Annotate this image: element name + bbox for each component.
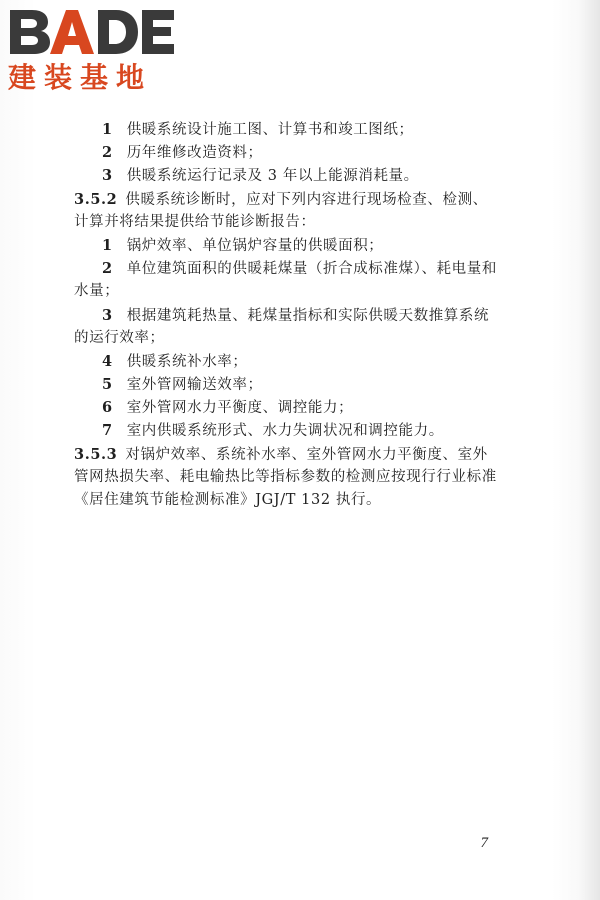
item-number: 3 xyxy=(102,306,113,324)
page-edge-shadow xyxy=(578,0,600,900)
list-item xyxy=(74,396,504,419)
clause-line xyxy=(74,443,504,466)
paragraph-text: 对锅炉效率、系统补水率、室外管网水力平衡度、室外 xyxy=(125,446,488,463)
paragraph-text: 根据建筑耗热量、耗煤量指标和实际供暖天数推算系统 xyxy=(126,307,490,324)
continuation-line xyxy=(74,489,504,512)
continuation-line xyxy=(74,280,504,303)
continuation-line xyxy=(74,327,504,350)
item-number: 2 xyxy=(102,144,113,162)
list-item xyxy=(74,118,504,141)
paragraph-text: 室外管网输送效率； xyxy=(126,377,263,394)
item-number: 6 xyxy=(102,399,113,417)
paragraph-text: 锅炉效率、单位锅炉容量的供暖面积； xyxy=(126,237,384,254)
page-number: 7 xyxy=(480,835,488,851)
clause-line xyxy=(74,188,504,211)
item-number: 5 xyxy=(102,376,113,394)
paragraph-text: 供暖系统设计施工图、计算书和竣工图纸； xyxy=(126,122,414,138)
item-number: 4 xyxy=(102,352,113,370)
continuation-line xyxy=(74,466,504,489)
paragraph-text: 室内供暖系统形式、水力失调状况和调控能力。 xyxy=(126,423,444,440)
document-body xyxy=(74,118,504,512)
continuation-line xyxy=(74,211,504,234)
list-item xyxy=(74,234,504,257)
paragraph-text: 供暖系统运行记录及 3 年以上能源消耗量。 xyxy=(126,168,419,185)
clause-number: 3.5.2 xyxy=(74,190,118,208)
list-item xyxy=(74,141,504,164)
paragraph-text: 《居住建筑节能检测标准》JGJ/T 132 执行。 xyxy=(74,492,382,508)
item-number: 2 xyxy=(102,260,113,278)
paragraph-text: 供暖系统诊断时，应对下列内容进行现场检查、检测、 xyxy=(125,191,488,208)
clause-number: 3.5.3 xyxy=(74,445,118,463)
bade-logo-icon xyxy=(6,4,176,60)
item-number: 1 xyxy=(102,121,113,138)
item-number: 1 xyxy=(102,236,113,254)
paragraph-text: 计算并将结果提供给节能诊断报告： xyxy=(74,213,316,230)
list-item xyxy=(74,373,504,396)
list-item xyxy=(74,164,504,187)
paragraph-text: 室外管网水力平衡度、调控能力； xyxy=(126,400,354,417)
paragraph-text: 单位建筑面积的供暖耗煤量（折合成标准煤）、耗电量和 xyxy=(126,261,497,278)
paragraph-text: 水量； xyxy=(74,283,120,300)
list-item xyxy=(74,419,504,442)
paragraph-text: 管网热损失率、耗电输热比等指标参数的检测应按现行行业标准 xyxy=(74,468,497,485)
list-item xyxy=(74,257,504,280)
paragraph-text: 供暖系统补水率； xyxy=(126,353,248,370)
item-number: 3 xyxy=(102,167,113,185)
logo xyxy=(6,4,176,96)
paragraph-text: 历年维修改造资料； xyxy=(126,145,263,162)
list-item xyxy=(74,350,504,373)
paragraph-text: 的运行效率； xyxy=(74,329,165,346)
item-number: 7 xyxy=(102,422,113,440)
logo-chinese-text: 建装基地 xyxy=(8,61,153,94)
list-item xyxy=(74,304,504,327)
